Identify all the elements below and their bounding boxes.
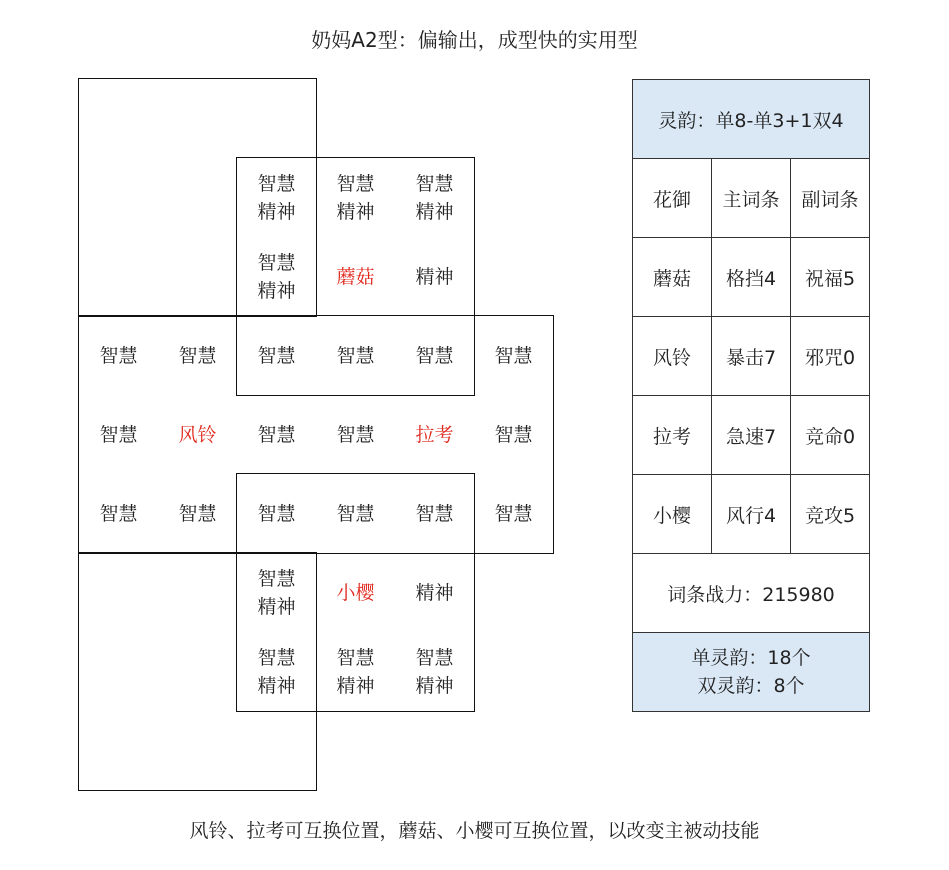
grid-cell: 智慧: [99, 423, 138, 446]
grid-cell: 智慧: [336, 502, 375, 525]
grid-cell: 智慧: [99, 344, 138, 367]
grid-cell: 智慧 精神: [257, 251, 296, 302]
grid-cell: 智慧 精神: [257, 567, 296, 618]
grid-cell: 智慧 精神: [336, 646, 375, 697]
panel-power-row: [633, 554, 869, 633]
grid-cell-highlight: 拉考: [415, 423, 454, 446]
panel-row: [633, 317, 869, 396]
footer-note: 风铃、拉考可互换位置，蘑菇、小樱可互换位置，以改变主被动技能: [189, 820, 760, 842]
panel-cell: 拉考: [633, 396, 712, 475]
panel-cell: 小樱: [633, 475, 712, 554]
double-count-text: 双灵韵：8个: [697, 675, 805, 697]
panel-cell: 蘑菇: [633, 238, 712, 317]
panel-header: [633, 80, 869, 159]
panel-cell: 竞命0: [804, 426, 856, 448]
grid-cell: 智慧: [257, 344, 296, 367]
panel-column-header: 花御: [633, 159, 712, 238]
grid-cell: 智慧 精神: [415, 646, 454, 697]
panel-cell: 邪咒0: [804, 347, 856, 369]
panel-header-text: 灵韵：单8-单3+1双4: [658, 109, 844, 132]
grid-cell: 智慧: [178, 344, 217, 367]
panel-column-header-row: [633, 159, 869, 238]
panel-cell: 格挡4: [712, 238, 791, 317]
power-text: 词条战力：215980: [667, 583, 835, 606]
grid-cell: 智慧: [415, 502, 454, 525]
info-panel: [632, 79, 870, 712]
single-count-text: 单灵韵：18个: [691, 647, 811, 669]
grid-cell: 智慧: [336, 344, 375, 367]
grid-cell: 智慧: [178, 502, 217, 525]
grid-cell: 智慧: [494, 502, 533, 525]
grid-cell: 智慧: [257, 423, 296, 446]
grid-cell-highlight: 风铃: [178, 423, 217, 446]
panel-cell: 竞攻5: [804, 505, 856, 527]
grid-cell-highlight: 小樱: [336, 581, 375, 604]
panel-summary: [633, 633, 869, 711]
panel-cell: 祝福5: [804, 268, 856, 290]
grid-cell: 智慧: [494, 344, 533, 367]
panel-cell: 急速7: [712, 396, 791, 475]
grid-cell: 精神: [415, 265, 454, 288]
panel-cell: 风铃: [633, 317, 712, 396]
grid-cell: 智慧: [99, 502, 138, 525]
grid-cell-highlight: 蘑菇: [336, 265, 375, 288]
grid-cell: 智慧 精神: [336, 172, 375, 223]
grid-cell: 智慧: [257, 502, 296, 525]
panel-cell: 暴击7: [712, 317, 791, 396]
panel-row: [633, 396, 869, 475]
diagram-title: 奶妈A2型：偏输出，成型快的实用型: [311, 28, 638, 52]
grid-cell: 智慧: [415, 344, 454, 367]
grid-cell: 智慧: [494, 423, 533, 446]
grid-cell: 智慧: [336, 423, 375, 446]
panel-column-header: 主词条: [712, 159, 791, 238]
panel-row: [633, 238, 869, 317]
grid-cell: 智慧 精神: [257, 172, 296, 223]
panel-column-header: 副词条: [801, 189, 859, 211]
grid-cell: 智慧 精神: [415, 172, 454, 223]
grid-cell: 智慧 精神: [257, 646, 296, 697]
grid-cell: 精神: [415, 581, 454, 604]
panel-cell: 风行4: [712, 475, 791, 554]
panel-row: [633, 475, 869, 554]
